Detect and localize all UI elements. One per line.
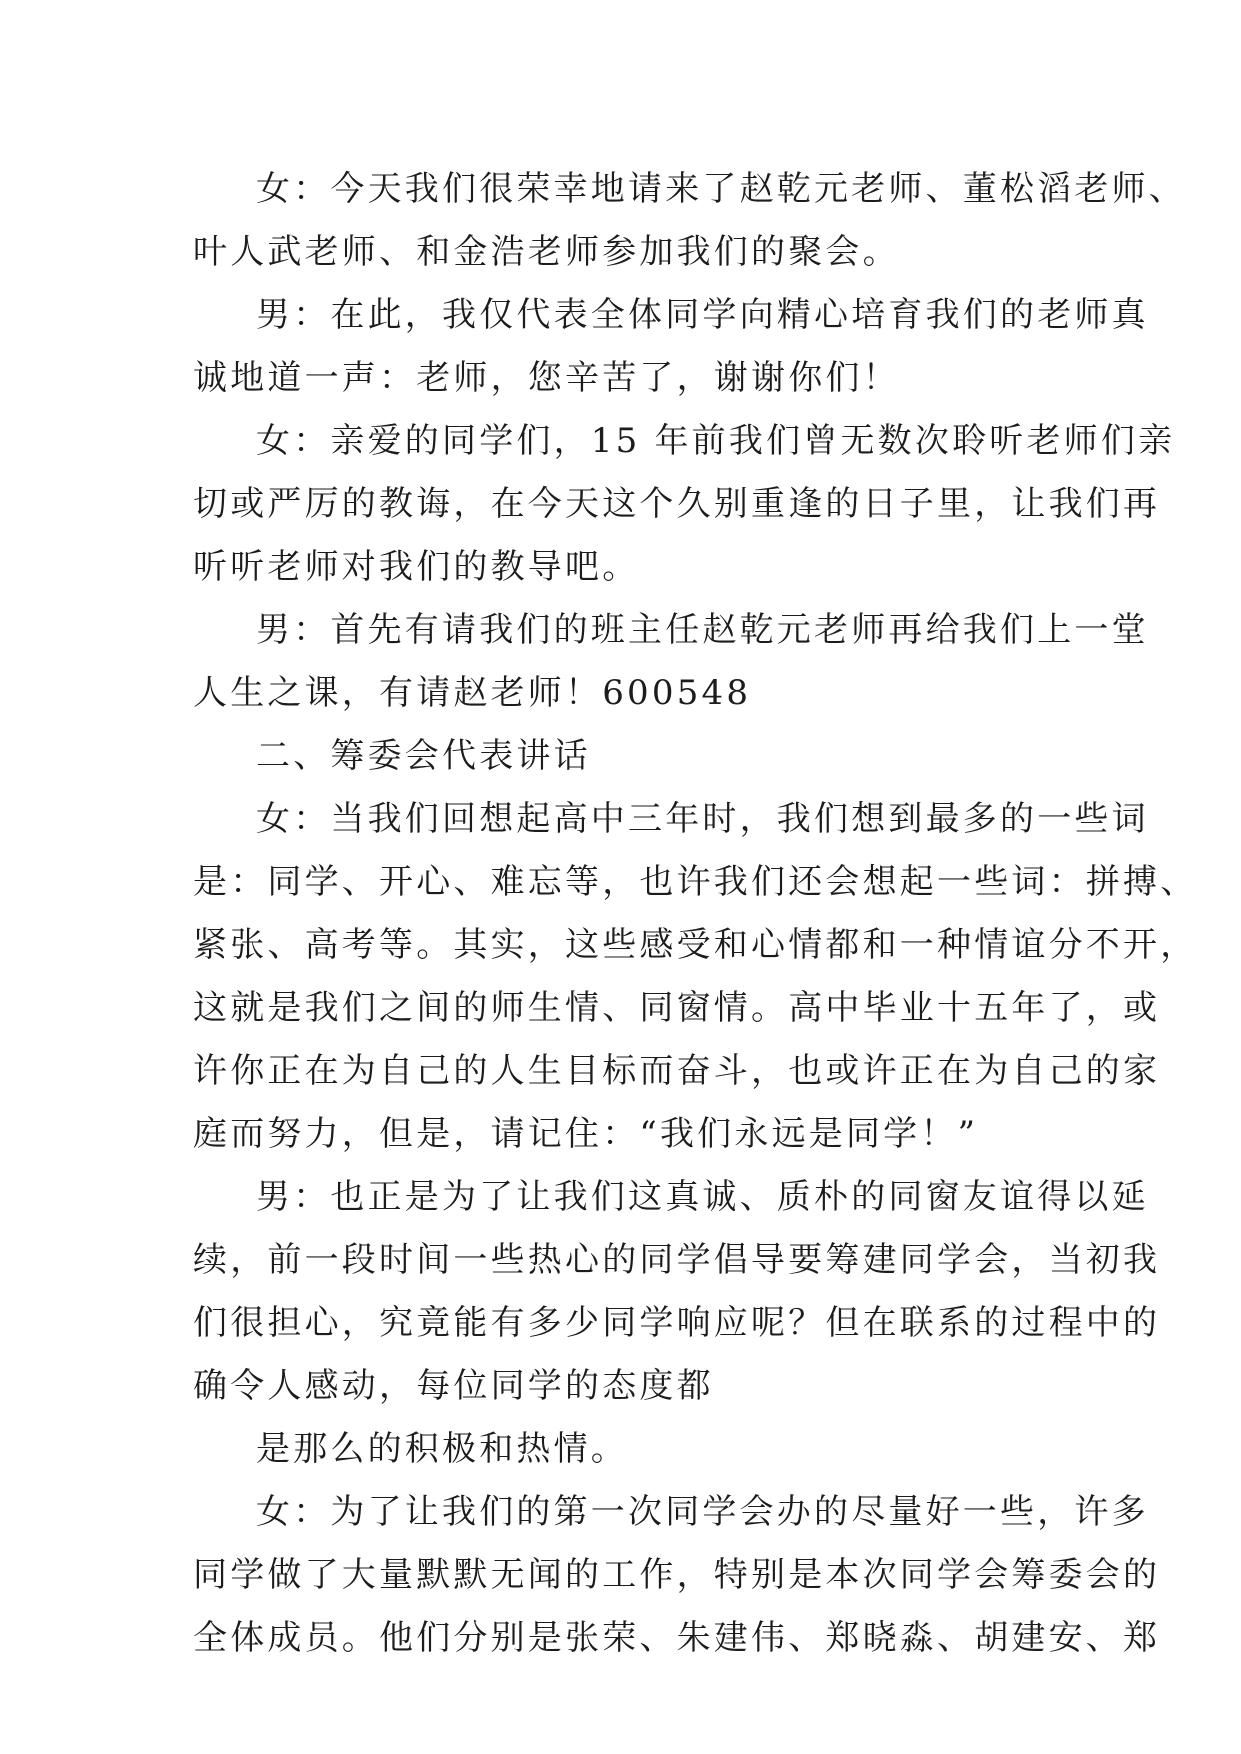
- text-line: 这就是我们之间的师生情、同窗情。高中毕业十五年了，或: [193, 988, 1161, 1028]
- text-line: 女：今天我们很荣幸地请来了赵乾元老师、董松滔老师、: [256, 169, 1186, 209]
- document-body: [193, 158, 1198, 1670]
- text-line: 人生之课，有请赵老师！600548: [193, 673, 752, 713]
- text-line: 诚地道一声：老师，您辛苦了，谢谢你们！: [193, 358, 900, 398]
- text-line: 们很担心，究竟能有多少同学响应呢？但在联系的过程中的: [193, 1303, 1161, 1343]
- text-line: 女：当我们回想起高中三年时，我们想到最多的一些词: [256, 799, 1149, 839]
- text-line: 是那么的积极和热情。: [256, 1429, 628, 1469]
- text-line: 男：首先有请我们的班主任赵乾元老师再给我们上一堂: [256, 610, 1149, 650]
- text-line: 二、筹委会代表讲话: [256, 736, 591, 776]
- text-line: 续，前一段时间一些热心的同学倡导要筹建同学会，当初我: [193, 1240, 1161, 1280]
- text-line: 叶人武老师、和金浩老师参加我们的聚会。: [193, 232, 900, 272]
- text-line: 女：为了让我们的第一次同学会办的尽量好一些，许多: [256, 1492, 1149, 1532]
- text-line: 男：在此，我仅代表全体同学向精心培育我们的老师真: [256, 295, 1149, 335]
- text-line: 紧张、高考等。其实，这些感受和心情都和一种情谊分不开，: [193, 925, 1198, 965]
- text-line: 确令人感动，每位同学的态度都: [193, 1366, 714, 1406]
- text-line: 全体成员。他们分别是张荣、朱建伟、郑晓淼、胡建安、郑: [193, 1618, 1161, 1658]
- text-line: 男：也正是为了让我们这真诚、质朴的同窗友谊得以延: [256, 1177, 1149, 1217]
- text-line: 同学做了大量默默无闻的工作，特别是本次同学会筹委会的: [193, 1555, 1161, 1595]
- text-line: 庭而努力，但是，请记住：“我们永远是同学！”: [193, 1114, 979, 1154]
- text-line: 许你正在为自己的人生目标而奋斗，也或许正在为自己的家: [193, 1051, 1161, 1091]
- text-line: 女：亲爱的同学们，15 年前我们曾无数次聆听老师们亲: [256, 421, 1176, 461]
- text-line: 是：同学、开心、难忘等，也许我们还会想起一些词：拼搏、: [193, 862, 1198, 902]
- text-line: 听听老师对我们的教导吧。: [193, 547, 640, 587]
- text-line: 切或严厉的教诲，在今天这个久别重逢的日子里，让我们再: [193, 484, 1161, 524]
